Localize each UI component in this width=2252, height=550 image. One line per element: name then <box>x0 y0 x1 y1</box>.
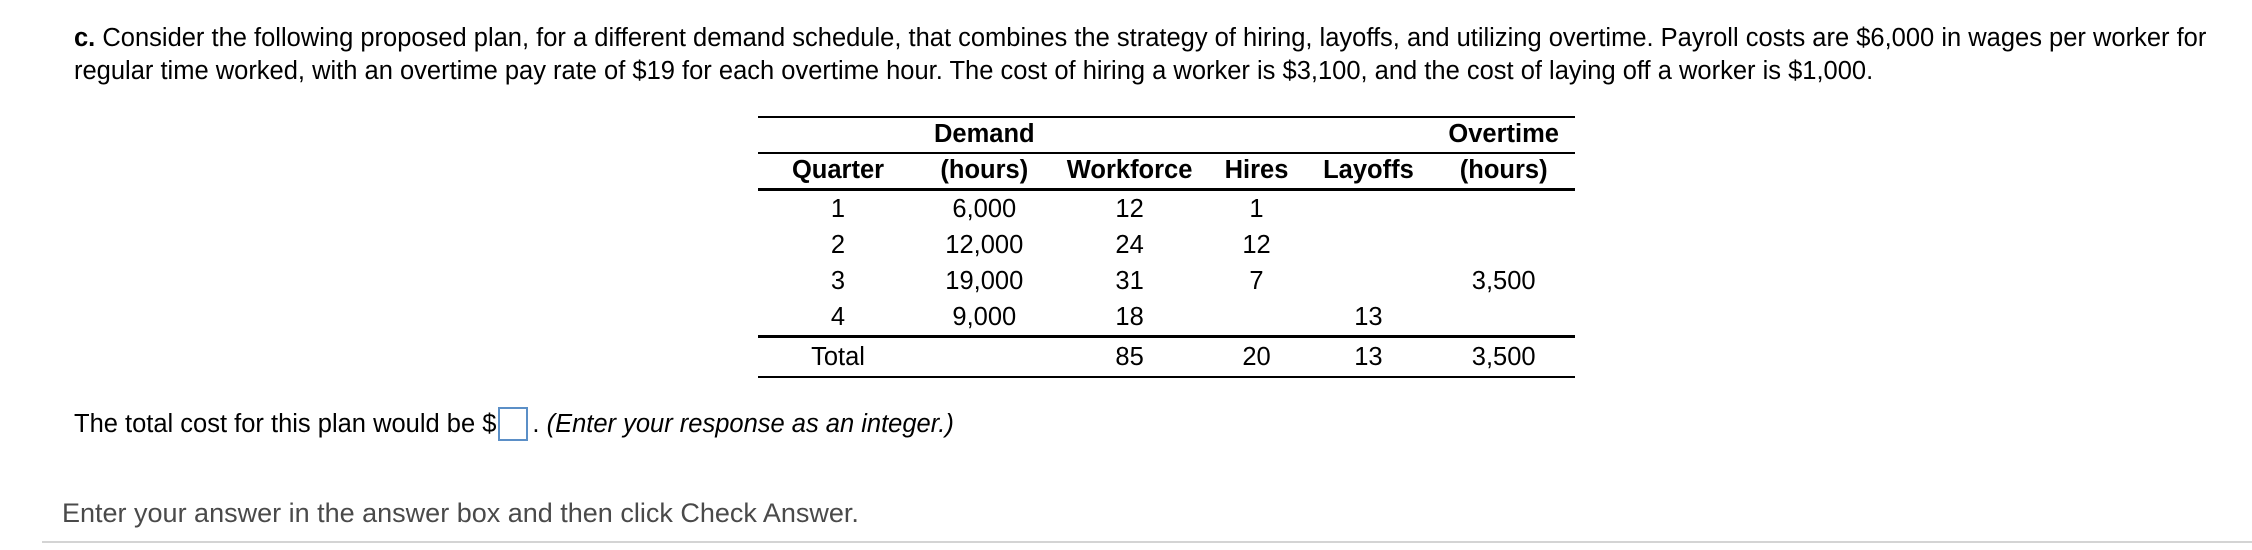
answer-prompt: The total cost for this plan would be $ <box>74 410 497 438</box>
table-row <box>758 227 1575 263</box>
part-label: c. <box>74 24 96 52</box>
cell-overtime <box>1432 190 1575 228</box>
cell-quarter: 4 <box>830 303 846 331</box>
cell-demand: 19,000 <box>945 267 1024 295</box>
header-workforce: Workforce <box>1066 156 1193 184</box>
total-hires: 20 <box>1242 343 1271 371</box>
header-overtime-bottom: (hours) <box>1459 156 1548 184</box>
total-layoffs: 13 <box>1354 343 1383 371</box>
header-hires: Hires <box>1224 156 1289 184</box>
cell-layoffs <box>1304 263 1432 299</box>
header-demand-bottom: (hours) <box>940 156 1029 184</box>
cell-quarter: 2 <box>830 231 846 259</box>
header-overtime-top: Overtime <box>1448 120 1559 148</box>
cell-hires: 7 <box>1249 267 1264 295</box>
table-row <box>758 299 1575 337</box>
cell-quarter: 3 <box>830 267 846 295</box>
cell-overtime: 3,500 <box>1471 267 1536 295</box>
cell-layoffs <box>1304 227 1432 263</box>
header-quarter-spacer <box>758 117 918 153</box>
total-demand <box>918 337 1051 378</box>
cell-demand: 12,000 <box>945 231 1024 259</box>
table-header-row-top <box>758 117 1575 153</box>
problem-text: Consider the following proposed plan, for a different demand schedule, that combines the strategy of hiring, layoffs, and utilizing overtime. Payroll costs are $6,000 in wages per worker for regular time worked, with an overtime pay rate of $19 for each overtime hour. The cost of hiring a worker is $3,100, and the cost of laying off a worker is $1,000. <box>74 24 2207 85</box>
cell-hires: 1 <box>1249 195 1264 223</box>
cell-hires: 12 <box>1242 231 1271 259</box>
cell-overtime <box>1432 227 1575 263</box>
total-workforce: 85 <box>1115 343 1144 371</box>
cell-hires <box>1209 299 1305 337</box>
cell-layoffs: 13 <box>1354 303 1383 331</box>
cell-workforce: 24 <box>1115 231 1144 259</box>
header-hires-spacer <box>1209 117 1305 153</box>
header-quarter: Quarter <box>791 156 885 184</box>
total-cost-input[interactable] <box>498 407 528 441</box>
header-layoffs-spacer <box>1304 117 1432 153</box>
cell-layoffs <box>1304 190 1432 228</box>
total-label: Total <box>811 343 865 371</box>
cell-workforce: 18 <box>1115 303 1144 331</box>
cell-demand: 6,000 <box>952 195 1017 223</box>
cell-workforce: 31 <box>1115 267 1144 295</box>
cell-quarter: 1 <box>830 195 846 223</box>
cell-demand: 9,000 <box>952 303 1017 331</box>
table-row <box>758 190 1575 228</box>
answer-hint: (Enter your response as an integer.) <box>546 410 954 438</box>
table-row <box>758 263 1575 299</box>
table-total-row <box>758 337 1575 378</box>
table-header-row-bottom <box>758 153 1575 190</box>
problem-statement <box>74 22 2234 88</box>
answer-after-box: . <box>532 410 547 438</box>
header-layoffs: Layoffs <box>1323 156 1414 184</box>
header-demand-top: Demand <box>934 120 1035 148</box>
answer-line <box>74 406 954 442</box>
total-overtime: 3,500 <box>1471 343 1536 371</box>
aggregate-plan-table <box>758 116 1575 378</box>
cell-workforce: 12 <box>1115 195 1144 223</box>
cell-overtime <box>1432 299 1575 337</box>
footer-instruction: Enter your answer in the answer box and then click Check Answer. <box>62 498 859 528</box>
header-workforce-spacer <box>1051 117 1209 153</box>
footer-divider <box>42 541 2252 543</box>
